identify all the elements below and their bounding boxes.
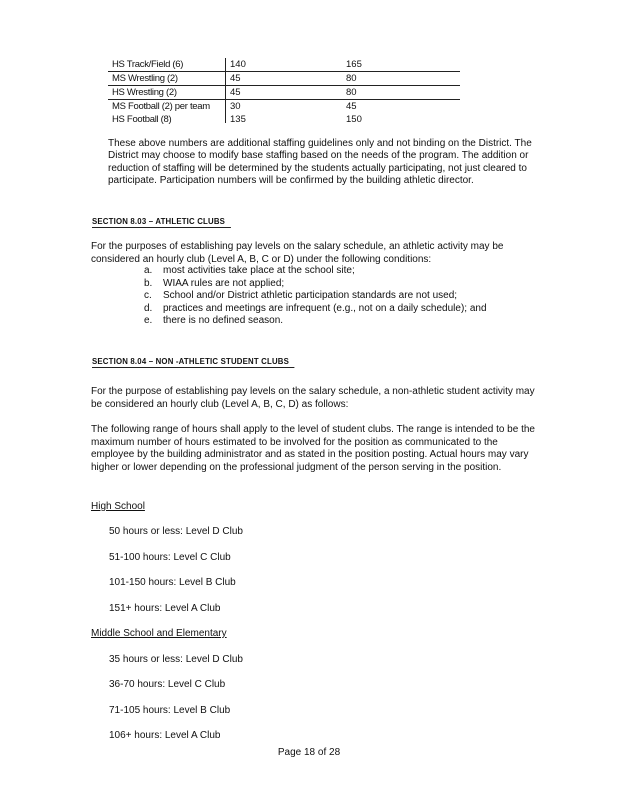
section-heading-text: SECTION 8.04 – NON -ATHLETIC STUDENT CLUBS	[92, 356, 290, 366]
list-item-text: School and/or District athletic participation standards are not used;	[163, 290, 458, 302]
table-cell-value-b: 150	[346, 114, 362, 125]
ms-level-item: 36-70 hours: Level C Club	[109, 679, 226, 690]
heading-underline	[92, 227, 231, 228]
high-school-heading: High School	[91, 501, 145, 512]
list-item-letter: c.	[144, 290, 152, 302]
table-cell-activity: HS Track/Field (6)	[112, 59, 184, 70]
page-number: Page 18 of 28	[277, 747, 341, 758]
list-item	[144, 265, 544, 278]
hs-level-item: 50 hours or less: Level D Club	[109, 526, 243, 537]
section-heading-text: SECTION 8.03 – ATHLETIC CLUBS	[92, 216, 226, 226]
table-cell-activity: HS Wrestling (2)	[112, 87, 177, 98]
list-item-text: most activities take place at the school site;	[163, 265, 355, 276]
list-item-letter: d.	[144, 302, 153, 314]
table-cell-activity: HS Football (8)	[112, 114, 172, 125]
table-cell-value-b: 45	[346, 101, 357, 112]
table-cell-value-a: 140	[230, 59, 246, 70]
list-item-text: there is no defined season.	[163, 315, 284, 327]
table-cell-activity: MS Wrestling (2)	[112, 73, 178, 84]
list-item	[144, 278, 544, 291]
table-cell-value-a: 30	[230, 101, 241, 112]
table-row	[108, 58, 460, 72]
table-row	[108, 113, 460, 126]
table-row	[108, 72, 460, 86]
section-8-03-heading	[92, 216, 225, 226]
table-cell-value-b: 80	[346, 87, 357, 98]
table-row	[108, 100, 460, 113]
table-cell-value-a: 135	[230, 114, 246, 125]
list-item	[144, 290, 544, 303]
middle-school-heading: Middle School and Elementary	[91, 628, 227, 639]
table-cell-value-a: 45	[230, 73, 241, 84]
list-item-text: WIAA rules are not applied;	[163, 277, 285, 289]
staffing-table	[108, 58, 460, 126]
table-cell-value-b: 165	[346, 59, 362, 70]
table-cell-value-a: 45	[230, 87, 241, 98]
ms-level-item: 106+ hours: Level A Club	[109, 730, 221, 741]
list-item-text: practices and meetings are infrequent (e.g., not on a daily schedule); and	[163, 302, 487, 314]
ms-level-item: 35 hours or less: Level D Club	[109, 654, 243, 665]
hs-level-item: 101-150 hours: Level B Club	[109, 577, 236, 588]
table-cell-activity: MS Football (2) per team	[112, 101, 210, 112]
table-cell-value-b: 80	[346, 73, 357, 84]
ms-level-item: 71-105 hours: Level B Club	[109, 705, 231, 716]
hs-level-item: 151+ hours: Level A Club	[109, 603, 221, 614]
conditions-list	[144, 265, 544, 328]
section-8-04-heading	[92, 356, 289, 366]
list-item-letter: b.	[144, 277, 153, 289]
list-item-letter: e.	[144, 315, 153, 327]
staffing-note: These above numbers are additional staffing guidelines only and not binding on the District. The District may choose to modify base staffing based on the needs of the program. The addition or reduction of staffing will be determined by the students actually participating, not just cleared to participate. Participation numbers will be confirmed by the building athletic director.	[108, 138, 532, 187]
heading-underline	[92, 367, 295, 368]
section-8-04-intro: For the purpose of establishing pay levels on the salary schedule, a non-athletic student activity may be considered an hourly club (Level A, B, C, D) as follows:	[91, 386, 535, 410]
list-item-letter: a.	[144, 265, 153, 276]
table-row	[108, 86, 460, 100]
hs-level-item: 51-100 hours: Level C Club	[109, 552, 231, 563]
section-8-04-range-text: The following range of hours shall apply to the level of student clubs. The range is intended to be the maximum number of hours estimated to be involved for the position as communicated to the employee by the building administrator and as stated in the position posting. Actual hours may vary higher or lower depending on the professional judgment of the person serving in the position.	[91, 424, 535, 473]
section-8-03-intro: For the purposes of establishing pay levels on the salary schedule, an athletic activity may be considered an hourly club (Level A, B, C or D) under the following conditions:	[91, 241, 504, 265]
list-item	[144, 315, 544, 328]
list-item	[144, 303, 544, 316]
